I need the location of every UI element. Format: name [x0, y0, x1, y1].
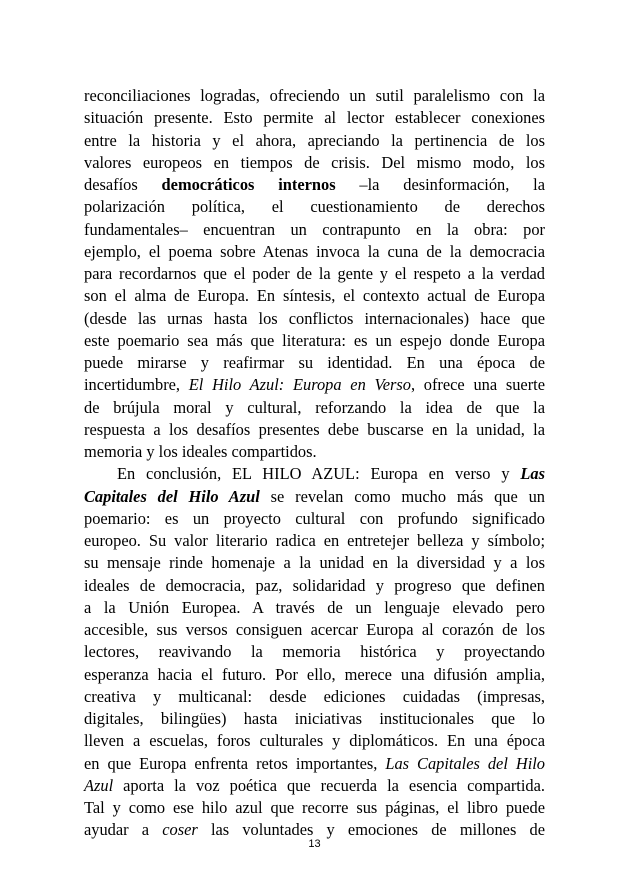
italic-title: El Hilo Azul: Europa en Verso: [188, 375, 411, 395]
text-line: puede mirarse y reafirmar su identidad. En una época de: [84, 353, 545, 372]
body-text: [84, 85, 545, 842]
text-line: valores europeos en tiempos de crisis. Del mismo modo, los: [84, 152, 545, 172]
page-number: 13: [308, 838, 321, 850]
text-line: lleven a escuelas, foros culturales y diplomáticos. En una época: [84, 731, 545, 751]
text-line: polarización política, el cuestionamiento de derechos: [84, 197, 545, 217]
text-segment: ayudar a: [84, 820, 150, 840]
italic-word: coser: [162, 820, 198, 840]
text-line: (desde las urnas hasta los conflictos internacionales) hace que: [84, 308, 545, 328]
text-line: reconciliaciones logradas, ofreciendo un sutil paralelismo con la: [84, 86, 545, 105]
text-line: [84, 463, 545, 485]
text-line: a la Unión Europea. A través de un lenguaje elevado pero: [84, 597, 545, 617]
italic-title: Las Capitales del Hilo: [385, 753, 545, 773]
text-line: [84, 486, 545, 508]
text-line: lectores, reavivando la memoria histórica y proyectando: [84, 642, 545, 662]
text-line: respuesta a los desafíos presentes debe buscarse en la unidad, la: [84, 419, 545, 439]
bold-phrase: democráticos internos: [161, 175, 336, 194]
text-line: [84, 374, 545, 396]
text-line: este poemario sea más que literatura: es un espejo donde Europa: [84, 330, 545, 350]
text-segment: –la desinformación, la: [359, 175, 545, 194]
bold-italic-title: Las: [520, 464, 545, 484]
text-line: Tal y como ese hilo azul que recorre sus páginas, el libro puede: [84, 798, 545, 817]
text-line: [84, 753, 545, 775]
text-segment: las voluntades y emociones de millones de: [210, 820, 545, 840]
text-line: memoria y los ideales compartidos.: [84, 442, 317, 461]
text-segment: se revelan como mucho más que un: [270, 486, 546, 506]
bold-italic-title: Capitales del Hilo Azul: [84, 486, 260, 506]
text-line: ejemplo, el poema sobre Atenas invoca la cuna de la democracia: [84, 241, 545, 261]
italic-title: Azul: [84, 775, 114, 795]
text-line: ideales de democracia, paz, solidaridad y progreso que definen: [84, 575, 545, 595]
text-line: accesible, sus versos consiguen acercar Europa al corazón de los: [84, 620, 545, 639]
text-line: digitales, bilingües) hasta iniciativas institucionales que lo: [84, 709, 545, 728]
text-segment: incertidumbre,: [84, 375, 181, 395]
text-line: entre la historia y el ahora, apreciando la pertinencia de los: [84, 130, 545, 150]
text-line: europeo. Su valor literario radica en entretejer belleza y símbolo;: [84, 531, 545, 550]
text-line: poemario: es un proyecto cultural con profundo significado: [84, 508, 545, 528]
text-segment: en que Europa enfrenta retos importantes,: [84, 753, 378, 773]
text-line: de brújula moral y cultural, reforzando la idea de que la: [84, 397, 545, 417]
text-line: son el alma de Europa. En síntesis, el contexto actual de Europa: [84, 286, 545, 306]
text-line: situación presente. Esto permite al lector establecer conexiones: [84, 108, 545, 128]
text-segment: En conclusión, EL HILO AZUL: Europa en verso y: [117, 464, 510, 484]
text-segment: aporta la voz poética que recuerda la esencia compartida.: [123, 775, 545, 795]
text-segment: desafíos: [84, 175, 138, 194]
text-line: para recordarnos que el poder de la gente y el respeto a la verdad: [84, 264, 545, 283]
text-line: esperanza hacia el futuro. Por ello, merece una difusión amplia,: [84, 664, 545, 684]
text-line: [84, 775, 545, 797]
text-line: creativa y multicanal: desde ediciones cuidadas (impresas,: [84, 686, 545, 706]
text-line: [84, 174, 545, 196]
text-segment: , ofrece una suerte: [410, 375, 545, 395]
text-line: fundamentales– encuentran un contrapunto en la obra: por: [84, 219, 545, 239]
text-line: su mensaje rinde homenaje a la unidad en la diversidad y a los: [84, 553, 545, 573]
